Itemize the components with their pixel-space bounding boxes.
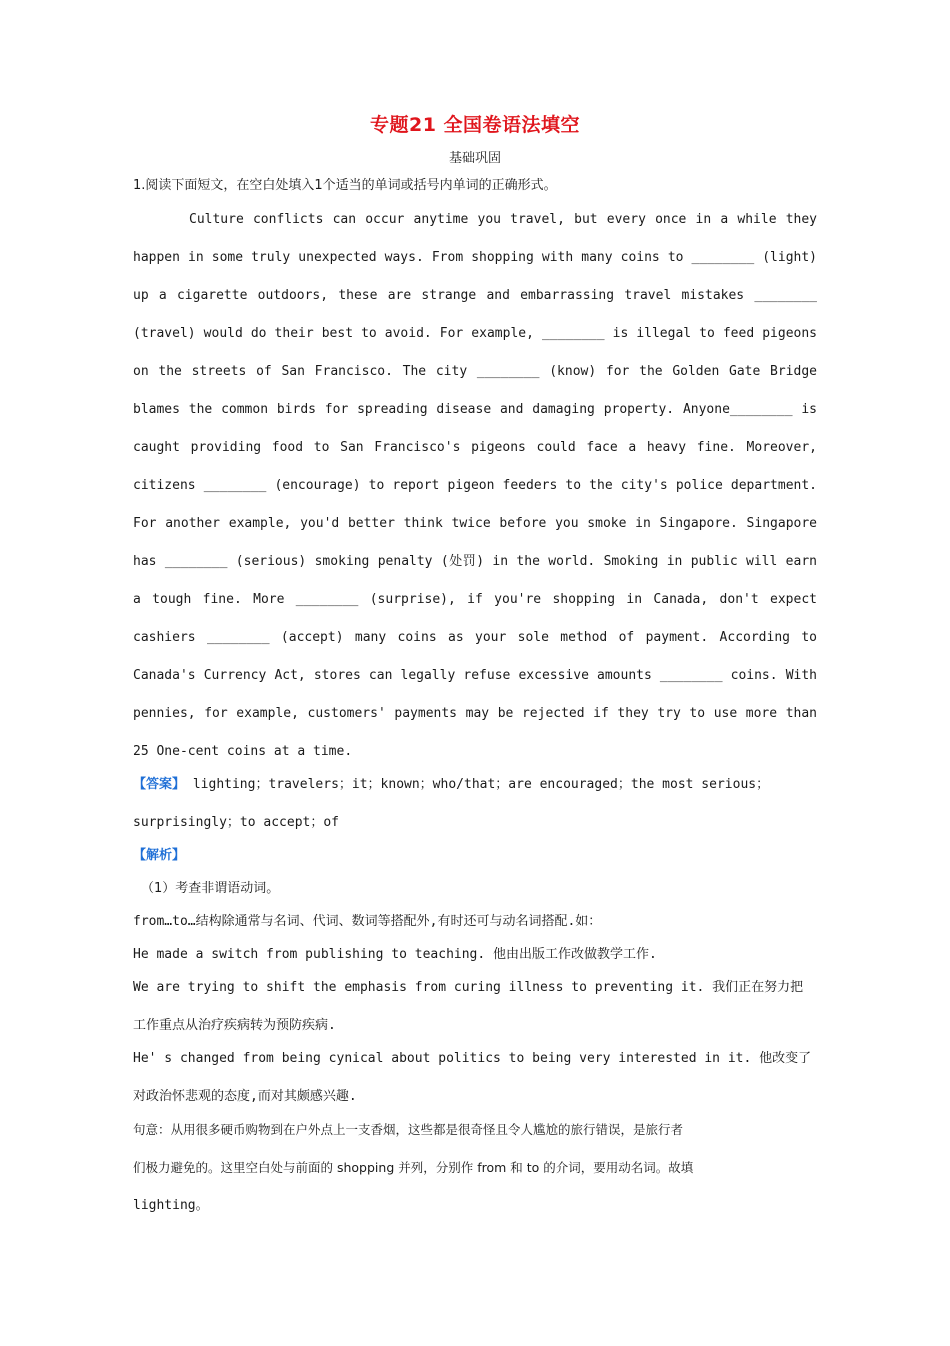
question-instruction: 1.阅读下面短文，在空白处填入1个适当的单词或括号内单词的正确形式。 — [133, 178, 557, 193]
explanation-line: 工作重点从治疗疾病转为预防疾病. — [133, 1018, 336, 1033]
explanation-line: 们极力避免的。这里空白处与前面的 shopping 并列，分别作 from 和 to 的介词，要用动名词。故填 — [133, 1160, 694, 1175]
analysis-tag: 【解析】 — [133, 848, 186, 863]
page-title: 专题21 全国卷语法填空 — [369, 114, 581, 136]
passage-line: a tough fine. More ________ (surprise), if you're shopping in Canada, don't expect — [133, 592, 817, 607]
explanation-line: 句意：从用很多硬币购物到在户外点上一支香烟，这些都是很奇怪且令人尴尬的旅行错误，是旅行者 — [133, 1122, 684, 1137]
answer-text: lighting；travelers；it；known；who/that；are encouraged；the most serious； — [185, 777, 770, 792]
explanation-line: He made a switch from publishing to teaching. 他由出版工作改做教学工作. — [133, 947, 657, 962]
passage-line: happen in some truly unexpected ways. From shopping with many coins to ________ (light) — [133, 250, 817, 265]
analysis-heading — [133, 846, 817, 866]
passage-line: has ________ (serious) smoking penalty (处罚) in the world. Smoking in public will earn — [133, 554, 817, 569]
explanation-line: He' s changed from being cynical about politics to being very interested in it. 他改变了 — [133, 1051, 812, 1066]
explanation-line: 对政治怀悲观的态度,而对其颇感兴趣. — [133, 1089, 357, 1104]
passage-line: Culture conflicts can occur anytime you travel, but every once in a while they — [189, 212, 817, 227]
passage-line: caught providing food to San Francisco's pigeons could face a heavy fine. Moreover, — [133, 440, 817, 455]
passage-line: on the streets of San Francisco. The city ________ (know) for the Golden Gate Bridge — [133, 364, 817, 379]
passage-line: blames the common birds for spreading disease and damaging property. Anyone________ is — [133, 402, 817, 417]
answer-line — [133, 775, 817, 795]
explanation-line: We are trying to shift the emphasis from curing illness to preventing it. 我们正在努力把 — [133, 980, 804, 995]
passage-line: Canada's Currency Act, stores can legally refuse excessive amounts ________ coins. With — [133, 668, 817, 683]
passage-line: For another example, you'd better think twice before you smoke in Singapore. Singapore — [133, 516, 817, 531]
passage-line: up a cigarette outdoors, these are strange and embarrassing travel mistakes ________ — [133, 288, 817, 303]
passage-line: 25 One-cent coins at a time. — [133, 744, 353, 759]
passage-line: citizens ________ (encourage) to report pigeon feeders to the city's police department. — [133, 478, 817, 493]
answer-line-continued: surprisingly；to accept；of — [133, 815, 340, 830]
explanation-line: from…to…结构除通常与名词、代词、数词等搭配外,有时还可与动名词搭配.如： — [133, 914, 602, 929]
passage-line: cashiers ________ (accept) many coins as your sole method of payment. According to — [133, 630, 817, 645]
analysis-point: （1）考查非谓语动词。 — [141, 881, 280, 896]
answer-tag: 【答案】 — [133, 777, 186, 792]
section-subtitle: 基础巩固 — [448, 151, 501, 166]
passage-line: pennies, for example, customers' payments may be rejected if they try to use more than — [133, 706, 817, 721]
explanation-line: lighting。 — [133, 1198, 209, 1213]
passage-line: (travel) would do their best to avoid. For example, ________ is illegal to feed pigeons — [133, 326, 817, 341]
